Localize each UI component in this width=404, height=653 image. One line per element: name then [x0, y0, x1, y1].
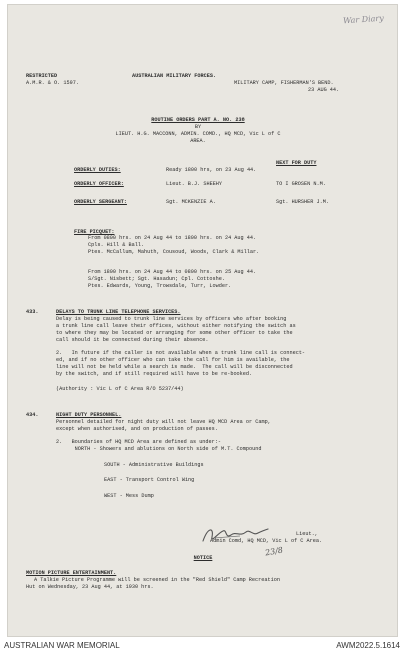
fire-picquet-heading: FIRE PICQUET:	[74, 229, 115, 235]
fire-picquet-line: Cpls. Hill & Ball.	[88, 242, 145, 248]
duty-assignment-orderly-sergeant: Sgt. MCKENZIE A.	[166, 199, 216, 205]
next-for-duty-label: NEXT FOR DUTY	[276, 160, 317, 166]
signatory-rank: Lieut.,	[296, 531, 318, 537]
item-434-text-line: except when authorised, and on production of passes.	[56, 426, 218, 432]
item-433-text-line: line will not be held while a search is made. The call will be disconnected	[56, 364, 293, 370]
item-434-text-line: 2. Boundaries of HQ MCD Area are defined as under:-	[56, 439, 221, 445]
duty-role-orderly-duties: ORDERLY DUTIES:	[74, 167, 121, 173]
duty-role-orderly-officer: ORDERLY OFFICER:	[74, 181, 124, 187]
duty-next-orderly-officer: TO I GROSEN N.M.	[276, 181, 326, 187]
item-433-authority: (Authority : Vic L of C Area R/O 5237/44)	[56, 386, 184, 392]
orders-by-line: BY	[194, 124, 202, 130]
item-number-433: 433.	[26, 309, 39, 315]
archive-name: AUSTRALIAN WAR MEMORIAL	[4, 641, 120, 650]
orders-title: ROUTINE ORDERS PART A. NO. 238	[151, 117, 245, 123]
commanding-officer-line: LIEUT. H.G. MACCONN, ADMIN. COMD., HQ MCD, Vic L of C	[115, 131, 281, 137]
boundary-south: SOUTH - Administrative Buildings	[104, 462, 204, 468]
document-page	[7, 4, 398, 637]
fire-picquet-line: Ptes. Edwards, Young, Trowsdale, Turr, Lowder.	[88, 283, 232, 289]
duty-assignment-orderly-officer: Lieut. B.J. SHEEHY	[166, 181, 223, 187]
notice-heading: NOTICE	[193, 555, 213, 561]
item-433-text-line: Delay is being caused to trunk line services by officers who after booking	[56, 316, 287, 322]
duty-assignment-orderly-duties: Ready 1800 hrs, on 23 Aug 44.	[166, 167, 257, 173]
handwritten-war-diary-tag: War Diary	[342, 13, 385, 26]
duty-role-orderly-sergeant: ORDERLY SERGEANT:	[74, 199, 127, 205]
fire-picquet-line: From 0800 hrs. on 24 Aug 44 to 1800 hrs. on 24 Aug 44.	[88, 235, 257, 241]
archive-footer	[0, 638, 404, 653]
item-433-text-line: to where they may be located or arranging for some other officer to take the	[56, 330, 293, 336]
item-433-heading: DELAYS TO TRUNK LINE TELEPHONE SERVICES.	[56, 309, 181, 315]
fire-picquet-line: Ptes. McCallum, Mahuth, Cousoud, Woods, Clark & Millar.	[88, 249, 260, 255]
header-date: 23 AUG 44.	[308, 87, 340, 93]
camp-location: MILITARY CAMP, FISHERMAN'S BEND.	[234, 80, 334, 86]
orders-area: AREA.	[190, 138, 206, 144]
item-433-text-line: ed, and if no other officer who can take the call for him is available, the	[56, 357, 290, 363]
item-433-text-line: by the switch, and if still required will have to be re-booked.	[56, 371, 253, 377]
archive-reference-number: AWM2022.5.1614	[336, 641, 400, 650]
force-title: AUSTRALIAN MILITARY FORCES.	[132, 73, 217, 79]
item-434-text-line: NORTH - Showers and ablutions on North side of M.T. Compound	[56, 446, 262, 452]
notice-text-line: A Talkie Picture Programme will be screened in the "Red Shield" Camp Recreation	[34, 577, 280, 583]
signatory-title: Admin Comd, HQ MCD, Vic L of C Area.	[210, 538, 323, 544]
boundary-east: EAST - Transport Control Wing	[104, 477, 195, 483]
notice-sub-heading: MOTION PICTURE ENTERTAINMENT.	[26, 570, 117, 576]
item-433-text-line: a trunk line call leave their offices, without either notifying the switch as	[56, 323, 296, 329]
notice-text-line: Hut on Wednesday, 23 Aug 44, at 1930 hrs.	[26, 584, 154, 590]
duty-next-orderly-sergeant: Sgt. HURSHER J.M.	[276, 199, 329, 205]
fire-picquet-line: S/Sgt. Nisbett; Sgt. Hasadun; Cpl. Cottoshe.	[88, 276, 225, 282]
fire-picquet-line: From 1800 hrs. on 24 Aug 44 to 0800 hrs. on 25 Aug 44.	[88, 269, 257, 275]
item-434-text-line: Personnel detailed for night duty will not leave HQ MCD Area or Camp,	[56, 419, 271, 425]
handwritten-date: 23/8	[264, 545, 284, 558]
item-433-text-line: 2. In future if the caller is not available when a trunk line call is connect-	[56, 350, 306, 356]
item-433-text-line: call should it be connected during their absence.	[56, 337, 209, 343]
classification-label: RESTRICTED	[26, 73, 58, 79]
item-number-434: 434.	[26, 412, 39, 418]
regulation-reference: A.M.R. & O. 1597.	[26, 80, 79, 86]
item-434-heading: NIGHT DUTY PERSONNEL.	[56, 412, 122, 418]
boundary-west: WEST - Mess Dump	[104, 493, 154, 499]
